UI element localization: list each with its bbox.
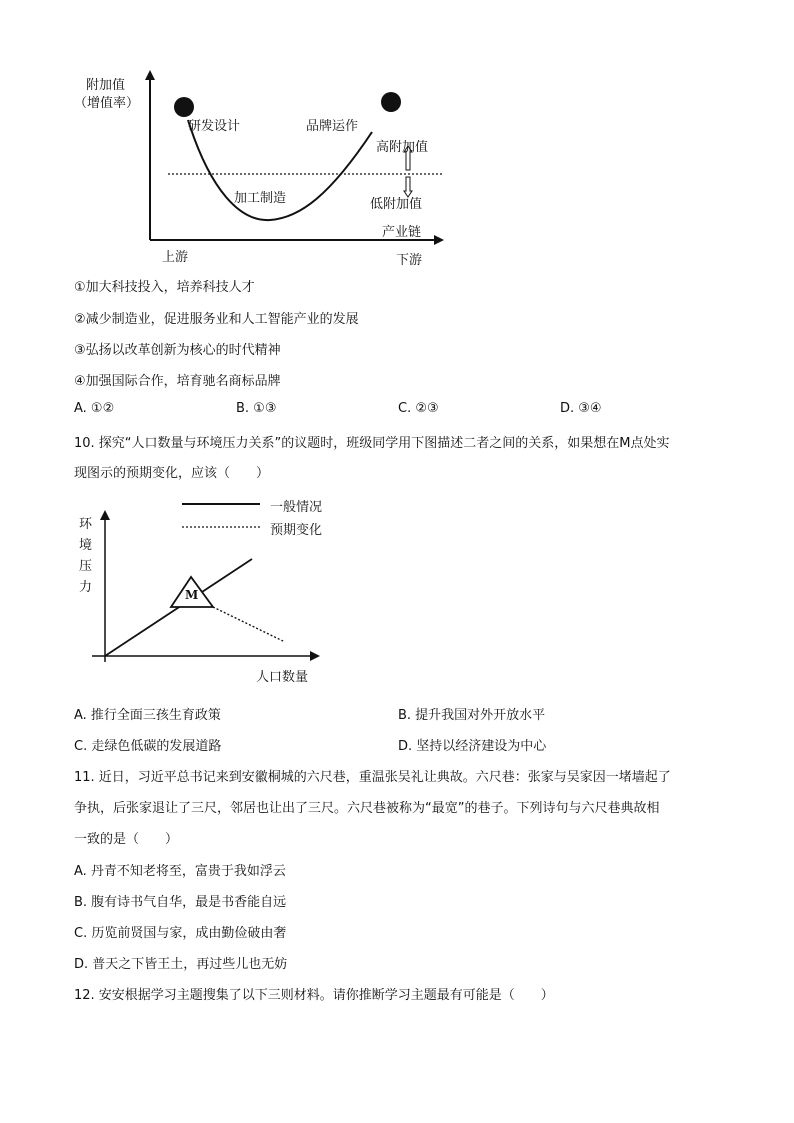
legend-general-label: 一般情况: [270, 500, 323, 515]
y-label-char-1: 环: [79, 517, 93, 532]
label-downstream: 下游: [396, 253, 423, 268]
q11-stem-line2: 争执，后张家退让了三尺，邻居也让出了三尺。六尺巷被称为“最宽”的巷子。下列诗句与六尺巷典故相: [74, 801, 660, 816]
x-axis-label: 人口数量: [256, 670, 309, 685]
q11-choice-d[interactable]: D. 普天之下皆王土，再过些儿也无妨: [74, 957, 288, 972]
y-axis-arrow: [100, 510, 110, 520]
q11-stem-line1: 11. 近日，习近平总书记来到安徽桐城的六尺巷，重温张吴礼让典故。六尺巷：张家与吴家因一堵墙起了: [74, 770, 671, 785]
y-label-char-3: 压: [79, 559, 93, 574]
label-processing: 加工制造: [234, 191, 287, 206]
q10-stem-line2: 现图示的预期变化，应该（ ）: [74, 466, 270, 481]
q10-choice-c[interactable]: C. 走绿色低碳的发展道路: [74, 739, 222, 754]
x-axis-label: 产业链: [382, 225, 422, 240]
y-axis-label-line1: 附加值: [86, 78, 126, 93]
q9-option-1: ①加大科技投入，培养科技人才: [74, 280, 255, 295]
q9-option-3: ③弘扬以改革创新为核心的时代精神: [74, 343, 281, 358]
label-brand-operation: 品牌运作: [306, 119, 359, 134]
q10-choice-b[interactable]: B. 提升我国对外开放水平: [398, 708, 546, 723]
y-label-char-4: 力: [79, 580, 93, 595]
q9-option-2: ②减少制造业，促进服务业和人工智能产业的发展: [74, 312, 359, 327]
q10-choice-d[interactable]: D. 坚持以经济建设为中心: [398, 739, 547, 754]
q11-choice-a[interactable]: A. 丹青不知老将至，富贵于我如浮云: [74, 864, 286, 879]
label-upstream: 上游: [162, 250, 189, 265]
q10-choice-a[interactable]: A. 推行全面三孩生育政策: [74, 708, 221, 723]
point-m-label: M: [185, 588, 199, 602]
q9-choice-a[interactable]: A. ①②: [74, 401, 115, 416]
x-axis-arrow: [310, 651, 320, 661]
q9-choice-c[interactable]: C. ②③: [398, 401, 439, 416]
q11-choice-b[interactable]: B. 腹有诗书气自华，最是书香能自远: [74, 895, 287, 910]
y-axis-label-line2: （增值率）: [74, 96, 140, 111]
expected-change-line: [213, 607, 285, 642]
label-rd-design: 研发设计: [188, 119, 241, 134]
legend-expected-label: 预期变化: [270, 523, 323, 538]
q12-stem: 12. 安安根据学习主题搜集了以下三则材料。请你推断学习主题最有可能是（ ）: [74, 988, 554, 1003]
label-low-value: 低附加值: [370, 197, 423, 212]
label-high-value: 高附加值: [376, 140, 429, 155]
q9-choice-b[interactable]: B. ①③: [236, 401, 277, 416]
q11-choice-c[interactable]: C. 历览前贤国与家，成由勤俭破由奢: [74, 926, 287, 941]
q9-choice-d[interactable]: D. ③④: [560, 401, 602, 416]
q10-stem-line1: 10. 探究“人口数量与环境压力关系”的议题时，班级同学用下图描述二者之间的关系，如果想在M点处实: [74, 436, 670, 451]
q11-stem-line3: 一致的是（ ）: [74, 832, 179, 847]
y-label-char-2: 境: [79, 538, 93, 553]
q9-option-4: ④加强国际合作，培育驰名商标品牌: [74, 374, 281, 389]
